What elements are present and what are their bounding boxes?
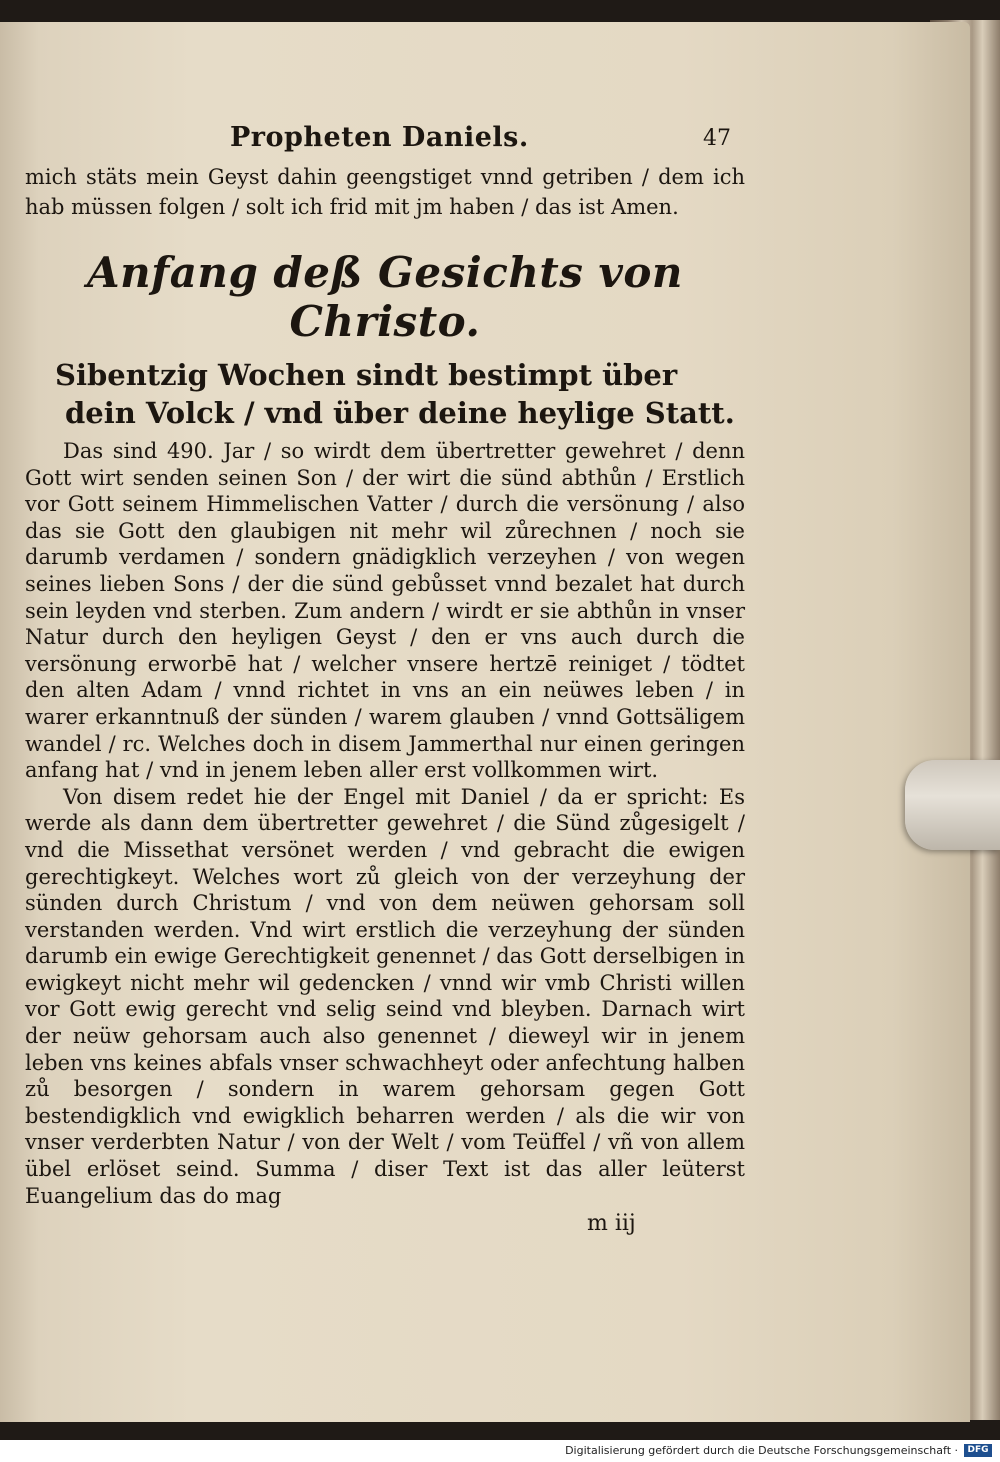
paragraph-1: Das sind 490. Jar / so wirdt dem übertretter gewehret / denn Gott wirt senden seinen Son / der wirt die sünd abthůn / Erstlich vor Gott seinem Himmelischen Vatter / durch die versönung / also das sie Gott den glaubigen nit mehr wil zůrechnen / noch sie darumb verdamen / sondern gnädigklich verzeyhen / von wegen seines lieben Sons / der die sünd gebůsset vnnd bezalet hat durch sein leyden vnd sterben. Zum andern / wirdt er sie abthůn in vnser Natur durch den heyligen Geyst / den er vns auch durch die versönung erworbē hat / welcher vnsere hertzē reiniget / tödtet den alten Adam / vnnd richtet in vns an ein neüwes leben / in warer erkanntnuß der sünden / warem glauben / vnnd Gottsäligem wandel / rc. Welches doch in disem Jammerthal nur einen geringen anfang hat / vnd in jenem leben aller erst vollkommen wirt. [25,439,745,783]
section-subheading: Sibentzig Wochen sindt bestimpt über dein Volck / vnd über deine heylige Statt. [55,358,735,430]
opening-lines: mich stäts mein Geyst dahin geengstiget vnnd getriben / dem ich hab müssen folgen / solt ich frid mit jm haben / das ist Amen. [25,165,745,219]
page-number: 47 [703,126,731,151]
footer-bar [0,1440,1000,1462]
book-page [0,22,970,1422]
running-head-title: Propheten Daniels. [230,122,529,153]
signature-catchword [25,1209,745,1241]
section-heading: Anfang deß Gesichts von Christo. [87,248,683,346]
page-clip [905,760,1000,850]
dfg-logo: DFG [964,1444,992,1457]
footer-credit: Digitalisierung gefördert durch die Deutsche Forschungsgemeinschaft · [565,1444,958,1457]
signature-mark: m iij [587,1211,636,1237]
paragraph-2: Von disem redet hie der Engel mit Daniel / da er spricht: Es werde als dann dem übertretter gewehret / die Sünd zůgesigelt / vnd die Missethat versönet werden / vnd gebracht die ewigen gerechtigkeyt. Welches wort zů gleich von der verzeyhung der sünden durch Christum / vnd von dem neüwen gehorsam soll verstanden werden. Vnd wirt erstlich die verzeyhung der sünden darumb ein ewige Gerechtigkeit genennet / das Gott derselbigen in ewigkeyt nicht mehr wil gedencken / vnnd wir vmb Christi willen vor Gott ewig gerecht vnd selig seind vnd bleyben. Darnach wirt der neüw gehorsam auch also genennet / dieweyl wir in jenem leben vns keines abfals vnser schwachheyt oder anfechtung halben zů besorgen / sondern in warem gehorsam gegen Gott bestendigklich vnd ewigklich beharren werden / als die wir von vnser verderbten Natur / von der Welt / vom Teüffel / vñ von allem übel erlöset seind. Summa / diser Text ist das aller leüterst Euangelium das do mag [25,784,745,1208]
page-text-block [25,122,745,1241]
running-head [25,122,745,162]
